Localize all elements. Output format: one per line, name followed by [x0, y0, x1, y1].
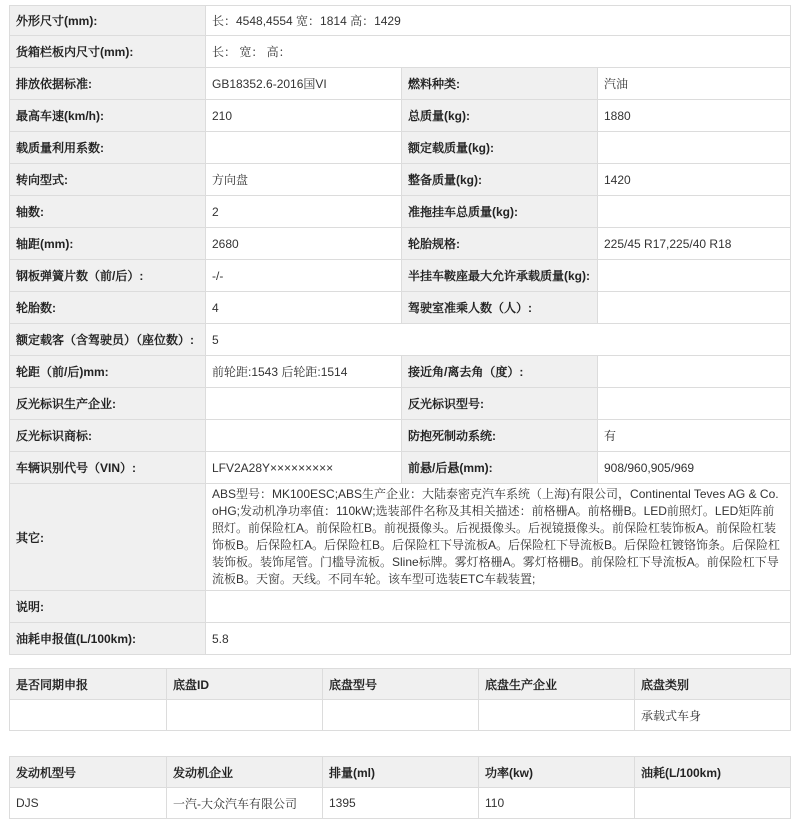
engine-value: 110: [479, 788, 635, 819]
engine-value: 1395: [323, 788, 479, 819]
spec-label: 油耗申报值(L/100km):: [10, 623, 206, 655]
spec-label: 准拖挂车总质量(kg):: [402, 196, 598, 228]
spec-value: 225/45 R17,225/40 R18: [598, 228, 791, 260]
chassis-value: [167, 700, 323, 731]
spec-value: 5: [206, 324, 791, 356]
spec-label: 半挂车鞍座最大允许承载质量(kg):: [402, 260, 598, 292]
spec-value: 210: [206, 100, 402, 132]
engine-header-row: [10, 757, 791, 788]
spec-label: 轴距(mm):: [10, 228, 206, 260]
spec-label: 排放依据标准:: [10, 68, 206, 100]
spec-row: [10, 452, 791, 484]
spec-row: [10, 196, 791, 228]
spec-label: 反光标识型号:: [402, 388, 598, 420]
chassis-header: 是否同期申报: [10, 669, 167, 700]
engine-header: 排量(ml): [323, 757, 479, 788]
chassis-table: [9, 668, 791, 731]
spec-value: [598, 356, 791, 388]
spec-row: [10, 132, 791, 164]
spec-value: 1420: [598, 164, 791, 196]
spec-value: -/-: [206, 260, 402, 292]
spec-label: 驾驶室准乘人数（人）:: [402, 292, 598, 324]
chassis-header: 底盘生产企业: [479, 669, 635, 700]
spec-label: 整备质量(kg):: [402, 164, 598, 196]
engine-value-row: [10, 788, 791, 819]
spec-label: 燃料种类:: [402, 68, 598, 100]
chassis-header-row: [10, 669, 791, 700]
spec-value: GB18352.6-2016国VI: [206, 68, 402, 100]
chassis-value: [323, 700, 479, 731]
spec-label: 钢板弹簧片数（前/后）:: [10, 260, 206, 292]
spec-row: [10, 324, 791, 356]
spec-label: 总质量(kg):: [402, 100, 598, 132]
engine-header: 功率(kw): [479, 757, 635, 788]
engine-header: 油耗(L/100km): [635, 757, 791, 788]
spec-row: [10, 356, 791, 388]
spec-value: 908/960,905/969: [598, 452, 791, 484]
chassis-header: 底盘类别: [635, 669, 791, 700]
spec-label: 反光标识商标:: [10, 420, 206, 452]
spec-label: 载质量利用系数:: [10, 132, 206, 164]
spec-value: [206, 388, 402, 420]
spec-value: [598, 388, 791, 420]
spec-value: [598, 196, 791, 228]
spec-value: [598, 132, 791, 164]
spec-row: [10, 68, 791, 100]
spec-value: 长： 宽： 高：: [206, 36, 791, 68]
chassis-header: 底盘型号: [323, 669, 479, 700]
spec-row: [10, 420, 791, 452]
spec-label: 轮胎规格:: [402, 228, 598, 260]
spec-value: ABS型号：MK100ESC;ABS生产企业：大陆泰密克汽车系统（上海)有限公司，Continental Teves AG & Co. oHG;发动机净功率值：110kW;选装部件名称及其相关描述：前格栅A。前格栅B。LED前照灯。LED矩阵前照灯。前保险杠A。前保险杠B。前视摄像头。后视摄像头。后视镜摄像头。前保险杠装饰板A。前保险杠装饰板B。后保险杠A。后保险杠B。后保险杠下导流板A。后保险杠下导流板B。后保险杠镀铬饰条。后保险杠装饰板。装饰尾管。门槛导流板。Sline标牌。雾灯格栅A。雾灯格栅B。前保险杠下导流板A。前保险杠下导流板B。天窗。天线。不同车轮。该车型可选装ETC车载装置;: [206, 484, 791, 591]
spec-label: 轴数:: [10, 196, 206, 228]
spec-label: 最高车速(km/h):: [10, 100, 206, 132]
spec-value: [206, 591, 791, 623]
spec-value: 2680: [206, 228, 402, 260]
spec-value: [206, 132, 402, 164]
spec-table: [9, 5, 791, 655]
chassis-value: [479, 700, 635, 731]
spec-row: [10, 623, 791, 655]
spec-row: [10, 100, 791, 132]
spec-value: 长：4548,4554 宽：1814 高：1429: [206, 6, 791, 36]
spec-row: [10, 6, 791, 36]
spec-label: 转向型式:: [10, 164, 206, 196]
spec-value: 4: [206, 292, 402, 324]
spec-label: 其它:: [10, 484, 206, 591]
spec-row: [10, 36, 791, 68]
spec-label: 接近角/离去角（度）:: [402, 356, 598, 388]
spec-value: [206, 420, 402, 452]
chassis-value-row: [10, 700, 791, 731]
chassis-value: 承载式车身: [635, 700, 791, 731]
spec-label: 轮胎数:: [10, 292, 206, 324]
spec-label: 反光标识生产企业:: [10, 388, 206, 420]
chassis-value: [10, 700, 167, 731]
spec-value: [598, 260, 791, 292]
spec-row: [10, 591, 791, 623]
spec-label: 外形尺寸(mm):: [10, 6, 206, 36]
engine-value: DJS: [10, 788, 167, 819]
spec-label: 车辆识别代号（VIN）:: [10, 452, 206, 484]
spec-value: 2: [206, 196, 402, 228]
spec-value: 有: [598, 420, 791, 452]
spec-value: 5.8: [206, 623, 791, 655]
spec-value: 方向盘: [206, 164, 402, 196]
spec-label: 前悬/后悬(mm):: [402, 452, 598, 484]
spec-value: 汽油: [598, 68, 791, 100]
spec-label: 额定载质量(kg):: [402, 132, 598, 164]
spec-row: [10, 292, 791, 324]
spec-value: 1880: [598, 100, 791, 132]
spec-value: 前轮距:1543 后轮距:1514: [206, 356, 402, 388]
engine-value: 一汽-大众汽车有限公司: [167, 788, 323, 819]
engine-value: [635, 788, 791, 819]
spec-row: [10, 164, 791, 196]
spec-value: [598, 292, 791, 324]
spec-label: 额定载客（含驾驶员）（座位数）:: [10, 324, 206, 356]
spec-label: 说明:: [10, 591, 206, 623]
engine-table: [9, 756, 791, 819]
spec-label: 货箱栏板内尺寸(mm):: [10, 36, 206, 68]
spec-row: [10, 228, 791, 260]
engine-header: 发动机企业: [167, 757, 323, 788]
spec-label: 轮距（前/后)mm:: [10, 356, 206, 388]
spec-value: LFV2A28Y×××××××××: [206, 452, 402, 484]
spec-row: [10, 260, 791, 292]
engine-header: 发动机型号: [10, 757, 167, 788]
spec-row: [10, 388, 791, 420]
chassis-header: 底盘ID: [167, 669, 323, 700]
spec-label: 防抱死制动系统:: [402, 420, 598, 452]
spec-row: [10, 484, 791, 591]
